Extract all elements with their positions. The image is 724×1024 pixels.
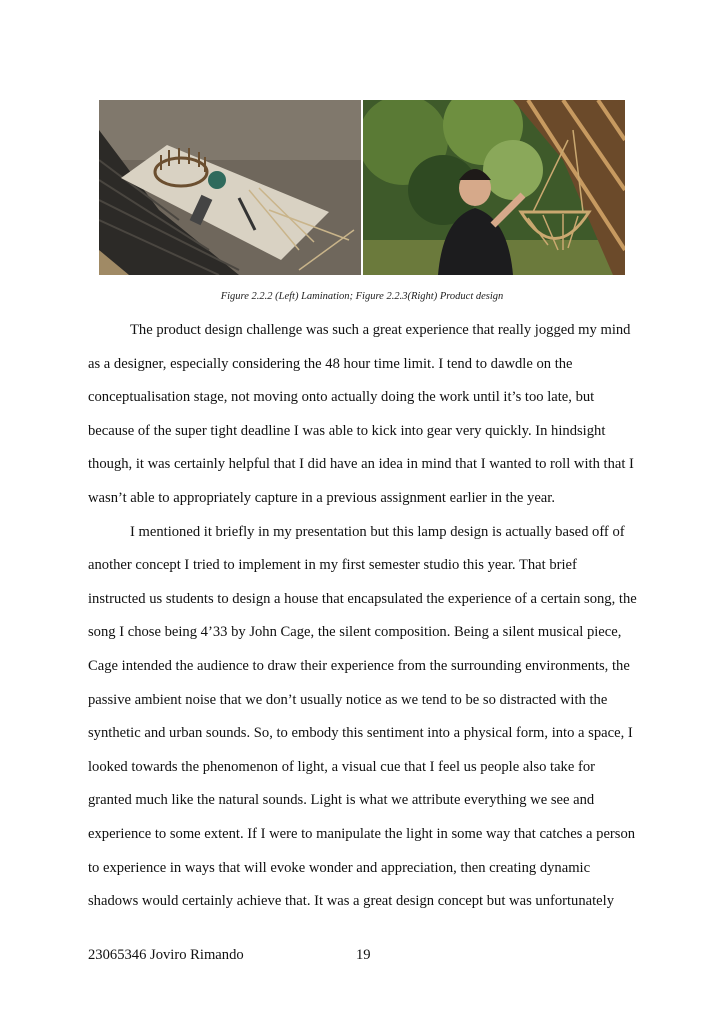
paragraph-1-line: The product design challenge was such a great experience that really jogged my mind: [130, 322, 631, 338]
paragraph-2-line: shadows would certainly achieve that. It was a great design concept but was unfortunately: [88, 893, 615, 910]
paragraph-1-line: though, it was certainly helpful that I did have an idea in mind that I wanted to roll with that I: [88, 456, 634, 473]
paragraph-2-line: granted much like the natural sounds. Light is what we attribute everything we see and: [88, 792, 595, 809]
paragraph-2-line: I mentioned it briefly in my presentation but this lamp design is actually based off of: [130, 523, 625, 540]
paragraph-2-line: another concept I tried to implement in my first semester studio this year. That brief: [88, 557, 577, 574]
paragraph-2-line: looked towards the phenomenon of light, a visual cue that I feel us people also take for: [88, 758, 595, 775]
page-number: 19: [356, 947, 371, 963]
body-text: [88, 314, 638, 919]
lamination-photo-illustration: [99, 100, 361, 275]
paragraph-1-line: as a designer, especially considering the 48 hour time limit. I tend to dawdle on the: [88, 355, 573, 372]
paragraph-2-line: instructed us students to design a house that encapsulated the experience of a certain song, the: [88, 590, 637, 607]
lamination-photo: [99, 100, 361, 275]
paragraph-1-line: wasn’t able to appropriately capture in a previous assignment earlier in the year.: [88, 489, 555, 506]
paragraph-2-line: Cage intended the audience to draw their experience from the surrounding environments, the: [88, 657, 630, 674]
paragraph-2-line: passive ambient noise that we don’t usually notice as we tend to be so distracted with the: [88, 691, 608, 708]
paragraph-2-line: experience to some extent. If I were to manipulate the light in some way that catches a person: [88, 825, 636, 842]
product-design-photo: [363, 100, 625, 275]
paragraph-2-line: to experience in ways that will evoke wonder and appreciation, then creating dynamic: [88, 859, 591, 876]
paragraph-1-line: because of the super tight deadline I was able to kick into gear very quickly. In hindsight: [88, 422, 606, 439]
paragraph-2-line: song I chose being 4’33 by John Cage, the silent composition. Being a silent musical piece,: [88, 624, 622, 641]
figure-caption: Figure 2.2.2 (Left) Lamination; Figure 2.2.3(Right) Product design: [220, 291, 504, 302]
product-design-photo-illustration: [363, 100, 625, 275]
footer-author: 23065346 Joviro Rimando: [88, 947, 244, 963]
paragraph-1-line: conceptualisation stage, not moving onto actually doing the work until it’s too late, but: [88, 389, 595, 406]
figure-row: [99, 100, 625, 275]
paragraph-2-line: synthetic and urban sounds. So, to embody this sentiment into a physical form, into a space, I: [88, 725, 633, 742]
